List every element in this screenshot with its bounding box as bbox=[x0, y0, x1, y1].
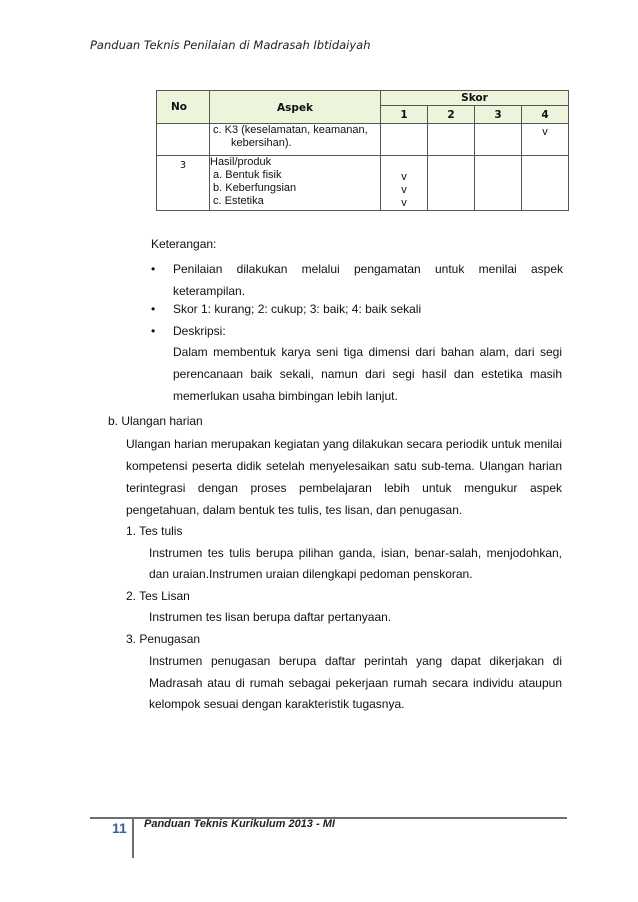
table-row bbox=[157, 124, 569, 156]
column-header-skor: Skor bbox=[381, 91, 569, 106]
check-mark: v bbox=[401, 171, 407, 183]
description-line: memerlukan usaha bimbingan lebih lanjut. bbox=[173, 389, 398, 403]
aspek-label: Aspek bbox=[277, 101, 313, 114]
bullet-text: Deskripsi: bbox=[173, 324, 226, 338]
row-number-empty bbox=[157, 124, 210, 156]
score-cell bbox=[475, 124, 522, 156]
check-mark: v bbox=[401, 184, 407, 196]
row-number: 3 bbox=[157, 156, 210, 211]
list-item-text: kelompok sesuai dengan karakteristik tugasnya. bbox=[149, 697, 405, 711]
aspek-cell bbox=[210, 124, 381, 156]
paragraph-line: kompetensi peserta didik setelah menyelesaikan satu sub-tema. Ulangan harian bbox=[126, 459, 562, 473]
column-header-no: No bbox=[157, 91, 210, 124]
paragraph-line: terintegrasi dengan proses pembelajaran lebih untuk mengukur aspek bbox=[126, 481, 562, 495]
score-cell-mark bbox=[522, 124, 569, 156]
list-item-text: Instrumen penugasan berupa daftar perintah yang dapat dikerjakan di bbox=[149, 654, 562, 668]
aspek-item-continuation: kebersihan). bbox=[231, 137, 292, 149]
table-row bbox=[157, 156, 569, 211]
bullet-icon: • bbox=[151, 324, 156, 338]
bullet-text: Penilaian dilakukan melalui pengamatan untuk menilai aspek bbox=[173, 262, 563, 276]
score-table bbox=[156, 90, 569, 211]
check-mark: v bbox=[542, 126, 548, 138]
footer-divider-vertical bbox=[132, 817, 134, 858]
list-item-title: 2. Tes Lisan bbox=[126, 589, 190, 603]
list-item-title: 1. Tes tulis bbox=[126, 524, 183, 538]
score-cell bbox=[522, 156, 569, 211]
score-level-3: 3 bbox=[475, 106, 522, 124]
column-header-aspek bbox=[210, 91, 381, 124]
check-mark: v bbox=[401, 197, 407, 209]
aspek-title: Hasil/produk bbox=[210, 156, 272, 168]
aspek-item: b. Keberfungsian bbox=[213, 182, 297, 194]
list-item-text: Madrasah atau di rumah sebagai pekerjaan rumah secara individu ataupun bbox=[149, 676, 562, 690]
page-number: 11 bbox=[112, 820, 127, 836]
footer-title: Panduan Teknis Kurikulum 2013 - MI bbox=[144, 818, 335, 830]
bullet-icon: • bbox=[151, 262, 156, 276]
score-cell bbox=[428, 156, 475, 211]
keterangan-title: Keterangan: bbox=[151, 237, 217, 251]
score-cell-mark bbox=[381, 156, 428, 211]
paragraph-line: pengetahuan, dalam bentuk tes tulis, tes lisan, dan penugasan. bbox=[126, 503, 463, 517]
score-cell bbox=[428, 124, 475, 156]
aspek-item: c. Estetika bbox=[213, 195, 264, 207]
description-line: Dalam membentuk karya seni tiga dimensi dari bahan alam, dari segi bbox=[173, 345, 562, 359]
list-item-text: Instrumen tes tulis berupa pilihan ganda, isian, benar-salah, menjodohkan, bbox=[149, 546, 562, 560]
score-level-4: 4 bbox=[522, 106, 569, 124]
description-line: perencanaan baik sekali, namun dari segi hasil dan estetika masih bbox=[173, 367, 562, 381]
page-header: Panduan Teknis Penilaian di Madrasah Ibtidaiyah bbox=[90, 38, 371, 52]
aspek-cell bbox=[210, 156, 381, 211]
paragraph-line: Ulangan harian merupakan kegiatan yang dilakukan secara periodik untuk menilai bbox=[126, 437, 562, 451]
aspek-item: c. K3 (keselamatan, keamanan, bbox=[213, 124, 368, 136]
bullet-text: Skor 1: kurang; 2: cukup; 3: baik; 4: baik sekali bbox=[173, 302, 422, 316]
list-item-title: 3. Penugasan bbox=[126, 632, 201, 646]
bullet-icon: • bbox=[151, 302, 156, 316]
score-cell bbox=[475, 156, 522, 211]
list-item-text: Instrumen tes lisan berupa daftar pertanyaan. bbox=[149, 610, 392, 624]
score-cell bbox=[381, 124, 428, 156]
section-heading: b. Ulangan harian bbox=[108, 414, 203, 428]
bullet-text-continuation: keterampilan. bbox=[173, 284, 246, 298]
score-level-1: 1 bbox=[381, 106, 428, 124]
table-header-row bbox=[157, 91, 569, 106]
score-level-2: 2 bbox=[428, 106, 475, 124]
aspek-item: a. Bentuk fisik bbox=[213, 169, 282, 181]
list-item-text: dan uraian.Instrumen uraian dilengkapi pedoman penskoran. bbox=[149, 567, 473, 581]
